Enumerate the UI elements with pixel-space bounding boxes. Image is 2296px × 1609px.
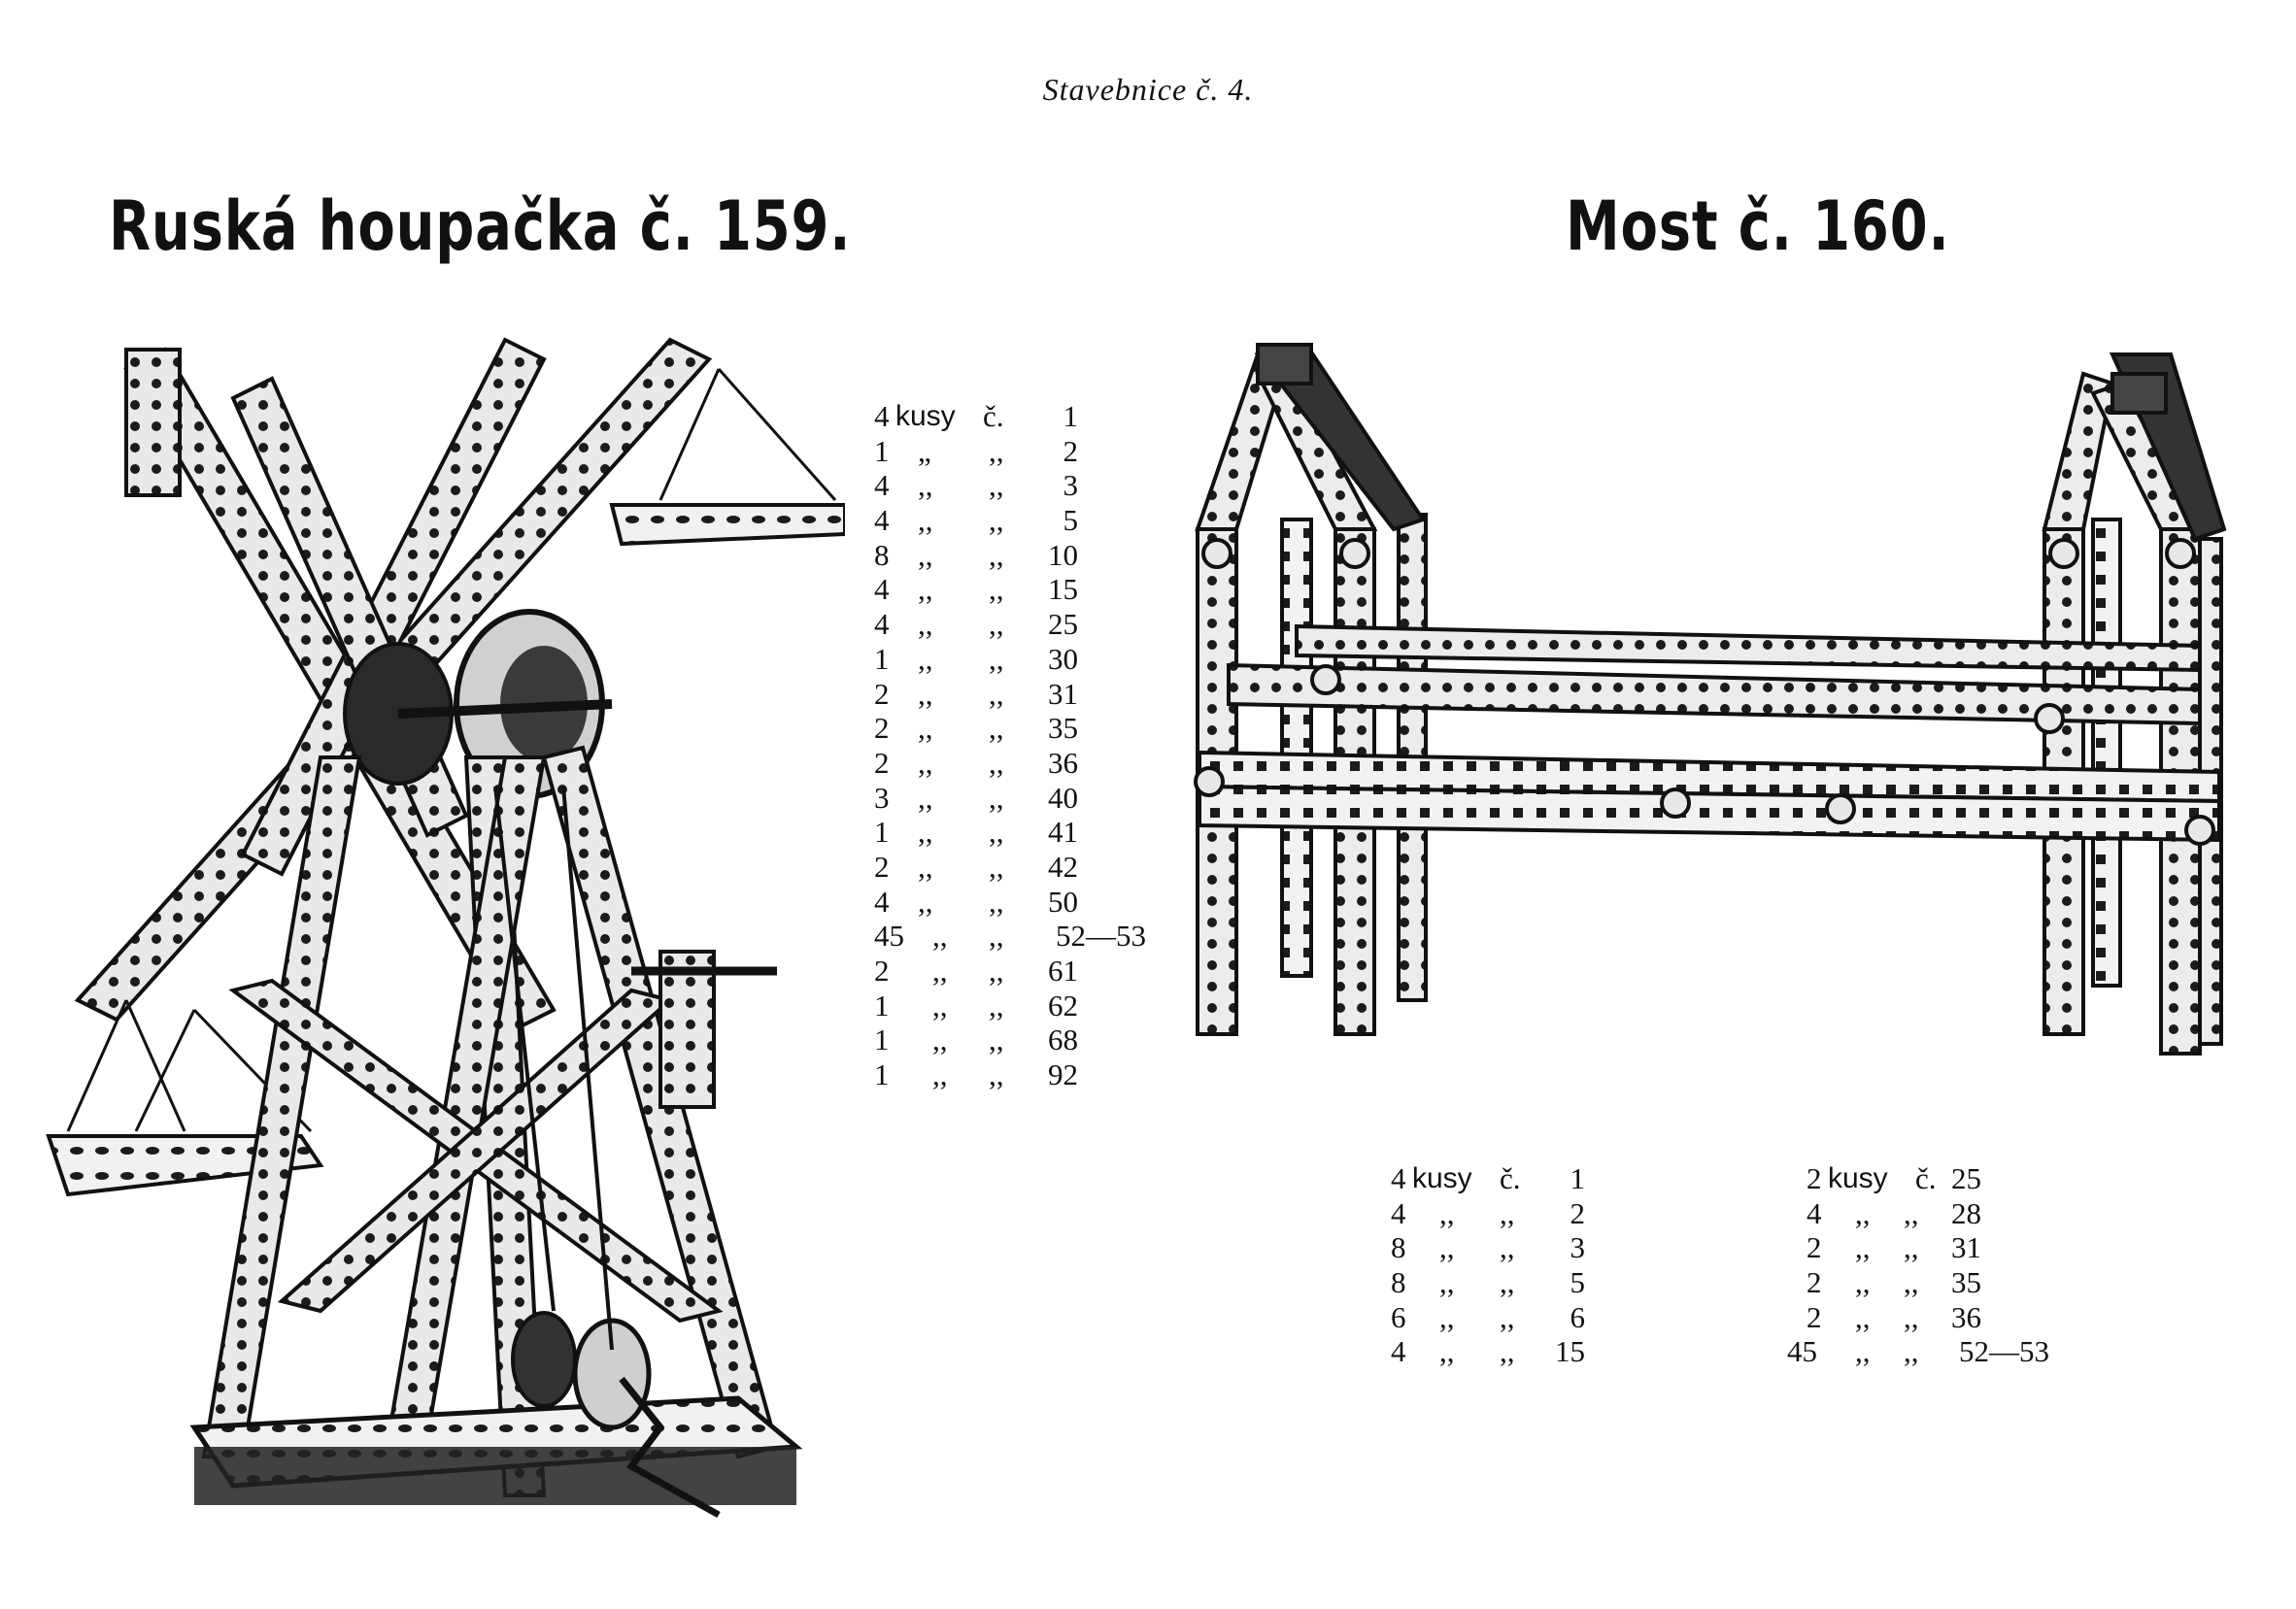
parts-row: 2 ,, ,, 36: [874, 745, 1078, 780]
parts-list-bridge-col2: [1787, 1161, 2049, 1369]
parts-row: 4 ,, ,, 50: [874, 884, 1078, 919]
parts-row: 4 ,, ,, 15: [874, 572, 1078, 607]
parts-row: 6 ,, ,, 6: [1391, 1299, 1585, 1334]
parts-row: 3 ,, ,, 40: [874, 780, 1078, 815]
parts-row: 1 ,, ,, 68: [874, 1022, 1078, 1057]
model-title-ferris-wheel: Ruská houpačka č. 159.: [109, 186, 852, 266]
parts-row: 1 ,, ,, 62: [874, 988, 1078, 1022]
page-header: Stavebnice č. 4.: [1042, 72, 1254, 107]
parts-row: 4 kusy č. 1: [874, 399, 1078, 433]
parts-row: 45 ,, ,, 52—53: [1787, 1334, 2049, 1369]
parts-list-bridge-col1: [1391, 1161, 1585, 1369]
parts-row: 2 ,, ,, 35: [874, 711, 1078, 746]
parts-row: 1 ,, ,, 41: [874, 815, 1078, 850]
parts-row: 8 ,, ,, 5: [1391, 1265, 1585, 1300]
parts-row: 1 „ ,, 2: [874, 433, 1078, 468]
parts-row: 2 kusy č. 25: [1806, 1161, 1981, 1195]
parts-row: 2 ,, ,, 35: [1806, 1265, 1981, 1300]
parts-row: 4 ,, ,, 3: [874, 468, 1078, 503]
parts-row: 2 ,, ,, 42: [874, 849, 1078, 884]
ferris-wheel-drawing: [39, 330, 845, 1544]
parts-row: 1 ,, ,, 30: [874, 641, 1078, 676]
parts-row: 4 ,, ,, 2: [1391, 1195, 1585, 1230]
parts-row: 2 ,, ,, 61: [874, 954, 1078, 988]
bridge-drawing: [1180, 335, 2229, 1092]
parts-row: 4 ,, ,, 28: [1806, 1195, 1981, 1230]
parts-row: 4 ,, ,, 5: [874, 503, 1078, 538]
parts-row: 45 ,, ,, 52—53: [874, 919, 1146, 954]
parts-row: 4 ,, ,, 25: [874, 607, 1078, 642]
bridge-illustration: [1180, 335, 2229, 1092]
parts-row: 2 ,, ,, 31: [874, 676, 1078, 711]
parts-row: 2 ,, ,, 31: [1806, 1230, 1981, 1265]
parts-row: 8 ,, ,, 3: [1391, 1230, 1585, 1265]
parts-row: 2 ,, ,, 36: [1806, 1299, 1981, 1334]
parts-row: 4 kusy č. 1: [1391, 1161, 1585, 1195]
parts-row: 4 ,, ,, 15: [1391, 1334, 1585, 1369]
parts-row: 1 ,, ,, 92: [874, 1057, 1078, 1092]
parts-list-ferris-wheel: [874, 399, 1146, 1092]
parts-row: 8 ,, ,, 10: [874, 537, 1078, 572]
ferris-wheel-illustration: [39, 330, 845, 1544]
model-title-bridge: Most č. 160.: [1566, 186, 1950, 266]
